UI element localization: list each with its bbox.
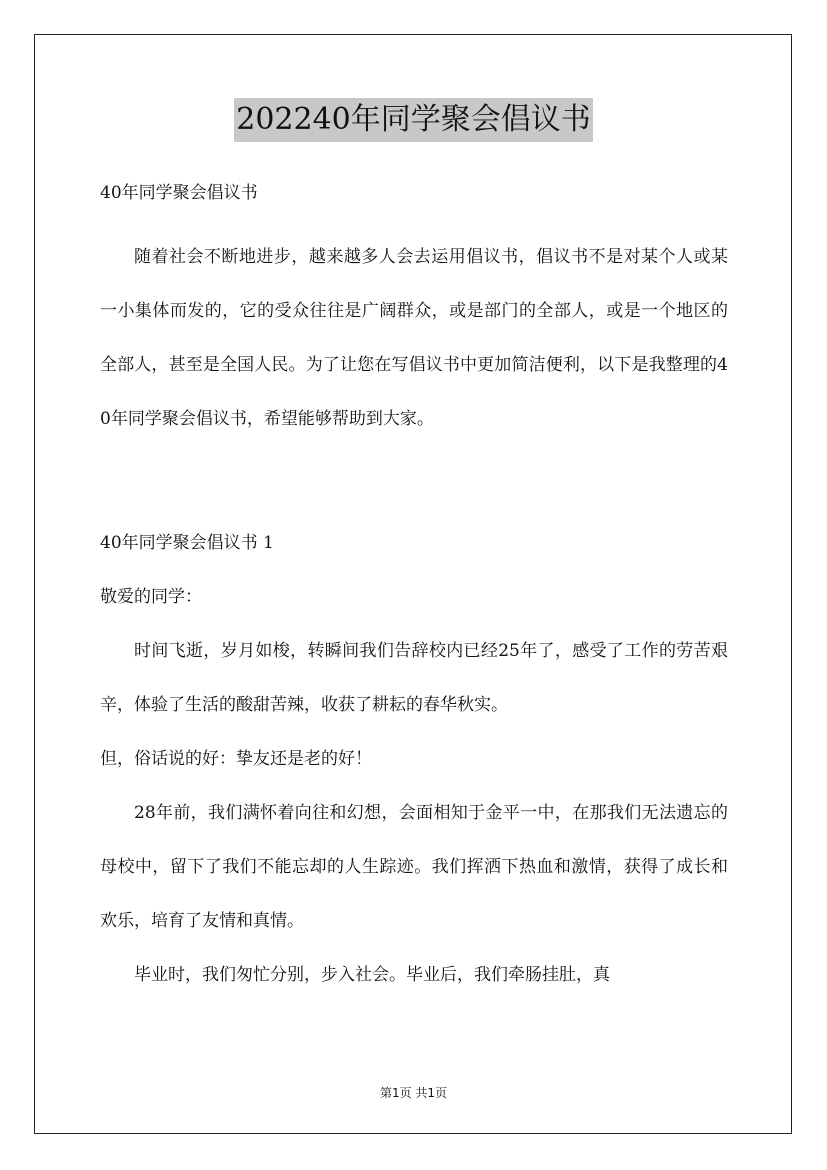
body-paragraph-2: 28年前，我们满怀着向往和幻想，会面相知于金平一中，在那我们无法遗忘的母校中，留下了我们不能忘却的人生踪迹。我们挥洒下热血和激情，获得了成长和欢乐，培育了友情和真情。 bbox=[100, 803, 728, 931]
document-title: 202240年同学聚会倡议书 bbox=[234, 98, 593, 142]
body-paragraph-1-tail: 但，俗话说的好：挚友还是老的好！ bbox=[100, 749, 372, 769]
intro-paragraph: 随着社会不断地进步，越来越多人会去运用倡议书，倡议书不是对某个人或某一小集体而发的，它的受众往往是广阔群众，或是部门的全部人，或是一个地区的全部人，甚至是全国人民。为了让您在写倡议书中更加简洁便利，以下是我整理的40年同学聚会倡议书，希望能够帮助到大家。 bbox=[100, 247, 728, 429]
document-heading: 40年同学聚会倡议书 bbox=[100, 183, 258, 203]
body-paragraph-3: 毕业时，我们匆忙分别，步入社会。毕业后，我们牵肠挂肚，真 bbox=[134, 965, 610, 985]
page-footer: 第1页 共1页 bbox=[379, 1086, 448, 1100]
body-paragraph-1: 时间飞逝，岁月如梭，转瞬间我们告辞校内已经25年了，感受了工作的劳苦艰辛，体验了生活的酸甜苦辣，收获了耕耘的春华秋实。 bbox=[100, 641, 728, 715]
salutation: 敬爱的同学： bbox=[100, 587, 202, 607]
document-body bbox=[100, 174, 728, 1002]
section-title: 40年同学聚会倡议书 1 bbox=[100, 533, 274, 553]
title-container bbox=[0, 98, 827, 142]
section-gap bbox=[100, 446, 728, 516]
